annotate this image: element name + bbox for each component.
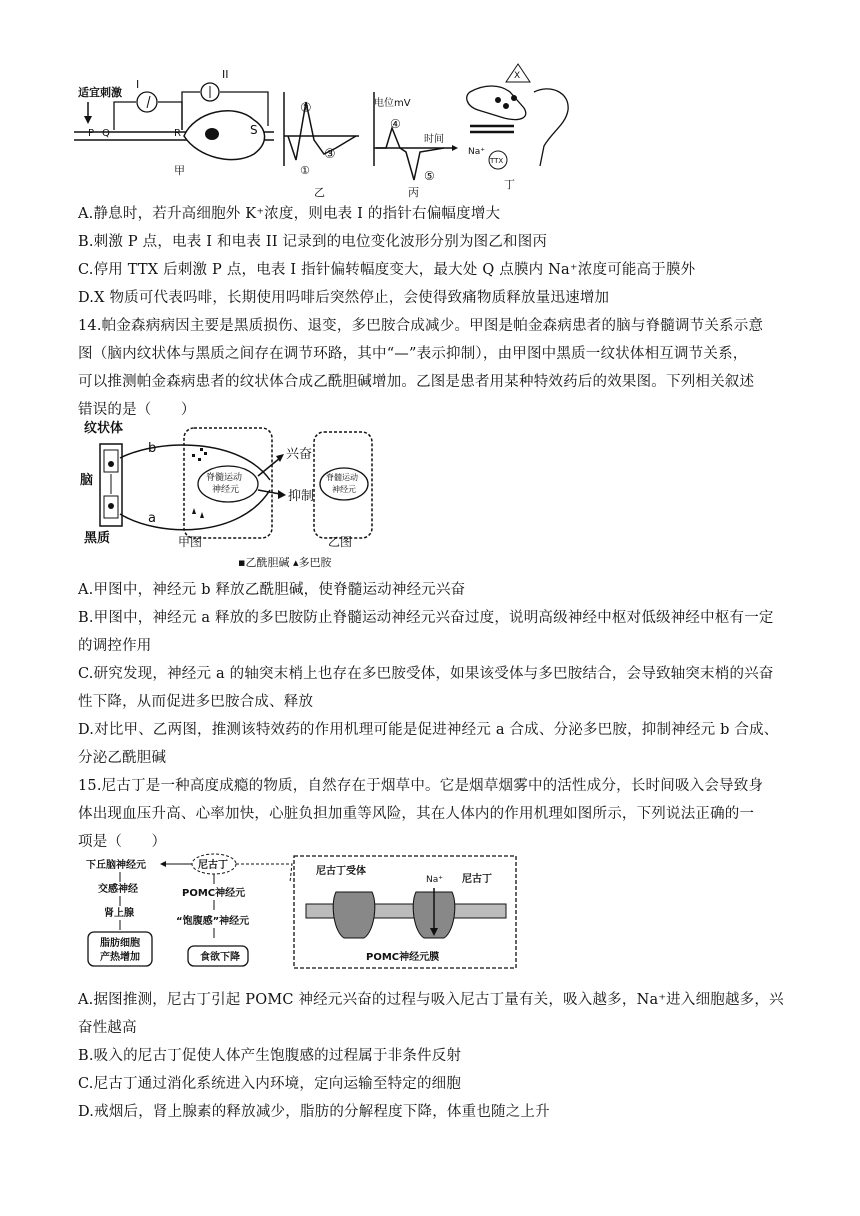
figure-13-jia — [74, 68, 274, 177]
svg-text:TTX: TTX — [490, 157, 504, 165]
point-q: Q — [102, 128, 110, 139]
svg-text:X: X — [514, 71, 521, 81]
q15-option-a-1: A.据图推测，尼古丁引起 POMC 神经元兴奋的过程与吸入尼古丁量有关，吸入越多，Na⁺进入细胞越多，兴 — [78, 992, 784, 1008]
svg-text:“饱腹感”神经元: “饱腹感”神经元 — [176, 916, 250, 927]
meter-i-icon — [137, 92, 157, 112]
svg-text:Na⁺: Na⁺ — [468, 147, 485, 157]
q15-stem-1: 15.尼古丁是一种高度成瘾的物质，自然存在于烟草中。它是烟草烟雾中的活性成分，长时间吸入会导致身 — [78, 778, 764, 794]
svg-text:脂肪细胞: 脂肪细胞 — [100, 938, 140, 949]
neuron-nucleus — [205, 128, 219, 140]
caption-yi: 乙 — [314, 186, 325, 199]
figure-15 — [80, 852, 520, 972]
point-s: S — [250, 123, 258, 137]
caption-jia: 甲图 — [178, 535, 203, 549]
postsynaptic-neuron — [534, 89, 568, 166]
svg-text:⑤: ⑤ — [424, 169, 435, 183]
legend: ▪乙酰胆碱 ▴多巴胺 — [238, 556, 332, 569]
figure-13-ding — [467, 64, 568, 191]
label-excite: 兴奋 — [286, 447, 313, 462]
q14-option-a: A.甲图中，神经元 b 释放乙酰胆碱，使脊髓运动神经元兴奋 — [78, 582, 466, 598]
svg-text:尼古丁: 尼古丁 — [198, 860, 228, 871]
q14-stem-3: 可以推测帕金森病患者的纹状体合成乙酰胆碱增加。乙图是患者用某种特效药后的效果图。下列相关叙述 — [78, 374, 755, 390]
q15-stem-3: 项是（ ） — [78, 834, 167, 850]
figure-14 — [80, 418, 380, 574]
q14-option-b-2: 的调控作用 — [78, 638, 152, 654]
q15-stem-2: 体出现血压升高、心率加快，心脏负担加重等风险，其在人体内的作用机理如图所示，下列说法正确的一 — [78, 806, 755, 822]
receptor-closed — [333, 892, 375, 938]
q14-stem-4: 错误的是（ ） — [78, 402, 196, 418]
svg-text:b: b — [148, 441, 157, 456]
point-p: P — [88, 128, 95, 139]
q14-stem-1: 14.帕金森病病因主要是黑质损伤、退变，多巴胺合成减少。甲图是帕金森病患者的脑与脊髓调节关系示意 — [78, 318, 764, 334]
svg-text:I: I — [136, 78, 140, 91]
svg-text:II: II — [222, 68, 229, 81]
spinal-motor-neuron — [198, 466, 258, 502]
svg-text:神经元: 神经元 — [332, 485, 356, 494]
q13-option-a: A.静息时，若升高细胞外 K⁺浓度，则电表 I 的指针右偏幅度增大 — [78, 206, 501, 222]
q15-option-a-2: 奋性越高 — [78, 1020, 137, 1036]
q14-option-c-2: 性下降，从而促进多巴胺合成、释放 — [78, 694, 314, 710]
caption-ding: 丁 — [504, 178, 515, 191]
svg-text:交感神经: 交感神经 — [98, 884, 138, 895]
svg-text:神经元: 神经元 — [212, 485, 240, 495]
q14-stem-2: 图（脑内纹状体与黑质之间存在调节环路，其中“—”表示抑制），由甲图中黑质一纹状体相互调节关系， — [78, 346, 748, 362]
svg-text:①: ① — [300, 164, 310, 177]
svg-text:POMC神经元膜: POMC神经元膜 — [366, 952, 440, 963]
label-inhibit: 抑制 — [288, 489, 315, 504]
svg-text:POMC神经元: POMC神经元 — [182, 888, 246, 899]
caption-jia: 甲 — [174, 164, 185, 177]
point-r: R — [174, 128, 181, 139]
svg-text:②: ② — [300, 101, 312, 116]
presynaptic-terminal — [467, 86, 526, 120]
svg-text:③: ③ — [324, 147, 336, 162]
caption-bing: 丙 — [408, 186, 419, 199]
q15-option-d: D.戒烟后，肾上腺素的释放减少，脂肪的分解程度下降，体重也随之上升 — [78, 1104, 550, 1120]
svg-text:电位mV: 电位mV — [374, 98, 411, 109]
caption-yi: 乙图 — [328, 535, 353, 549]
label-hypothalamus: 下丘脑神经元 — [86, 860, 146, 871]
svg-text:Na⁺: Na⁺ — [426, 875, 443, 885]
svg-text:尼古丁受体: 尼古丁受体 — [316, 866, 366, 877]
svg-text:肾上腺: 肾上腺 — [104, 908, 134, 919]
figure-13 — [74, 62, 574, 202]
q14-option-b-1: B.甲图中，神经元 a 释放的多巴胺防止脊髓运动神经元兴奋过度，说明高级神经中枢对低级神经中枢有一定 — [78, 610, 774, 626]
stimulus-label: 适宜刺激 — [78, 86, 122, 99]
curve-yi — [288, 102, 356, 160]
svg-text:产热增加: 产热增加 — [100, 952, 140, 963]
svg-text:脊髓运动: 脊髓运动 — [206, 473, 243, 483]
q15-option-b: B.吸入的尼古丁促使人体产生饱腹感的过程属于非条件反射 — [78, 1048, 462, 1064]
svg-text:时间: 时间 — [424, 134, 444, 145]
q14-option-d-1: D.对比甲、乙两图，推测该特效药的作用机理可能是促进神经元 a 合成、分泌多巴胺，抑制神经元 b 合成、 — [78, 722, 779, 738]
svg-text:食欲下降: 食欲下降 — [200, 952, 240, 963]
q15-option-c: C.尼古丁通过消化系统进入内环境，定向运输至特定的细胞 — [78, 1076, 462, 1092]
figure-13-yi — [284, 92, 359, 199]
q13-option-b: B.刺激 P 点，电表 I 和电表 II 记录到的电位变化波形分别为图乙和图丙 — [78, 234, 548, 250]
label-substantia: 黑质 — [84, 531, 111, 546]
figure-13-bing — [374, 92, 458, 199]
svg-text:④: ④ — [390, 117, 401, 131]
q14-option-d-2: 分泌乙酰胆碱 — [78, 750, 167, 766]
q13-option-c: C.停用 TTX 后刺激 P 点，电表 I 指针偏转幅度变大，最大处 Q 点膜内 Na⁺浓度可能高于膜外 — [78, 262, 696, 278]
svg-text:尼古丁: 尼古丁 — [462, 874, 492, 885]
q14-option-c-1: C.研究发现，神经元 a 的轴突末梢上也存在多巴胺受体，如果该受体与多巴胺结合，会导致轴突末梢的兴奋 — [78, 666, 774, 682]
svg-text:脊髓运动: 脊髓运动 — [326, 473, 358, 482]
q13-option-d: D.X 物质可代表吗啡，长期使用吗啡后突然停止，会使得致痛物质释放量迅速增加 — [78, 290, 610, 306]
svg-text:a: a — [148, 511, 156, 526]
label-striatum: 纹状体 — [84, 421, 124, 436]
label-brain: 脑 — [80, 473, 94, 488]
